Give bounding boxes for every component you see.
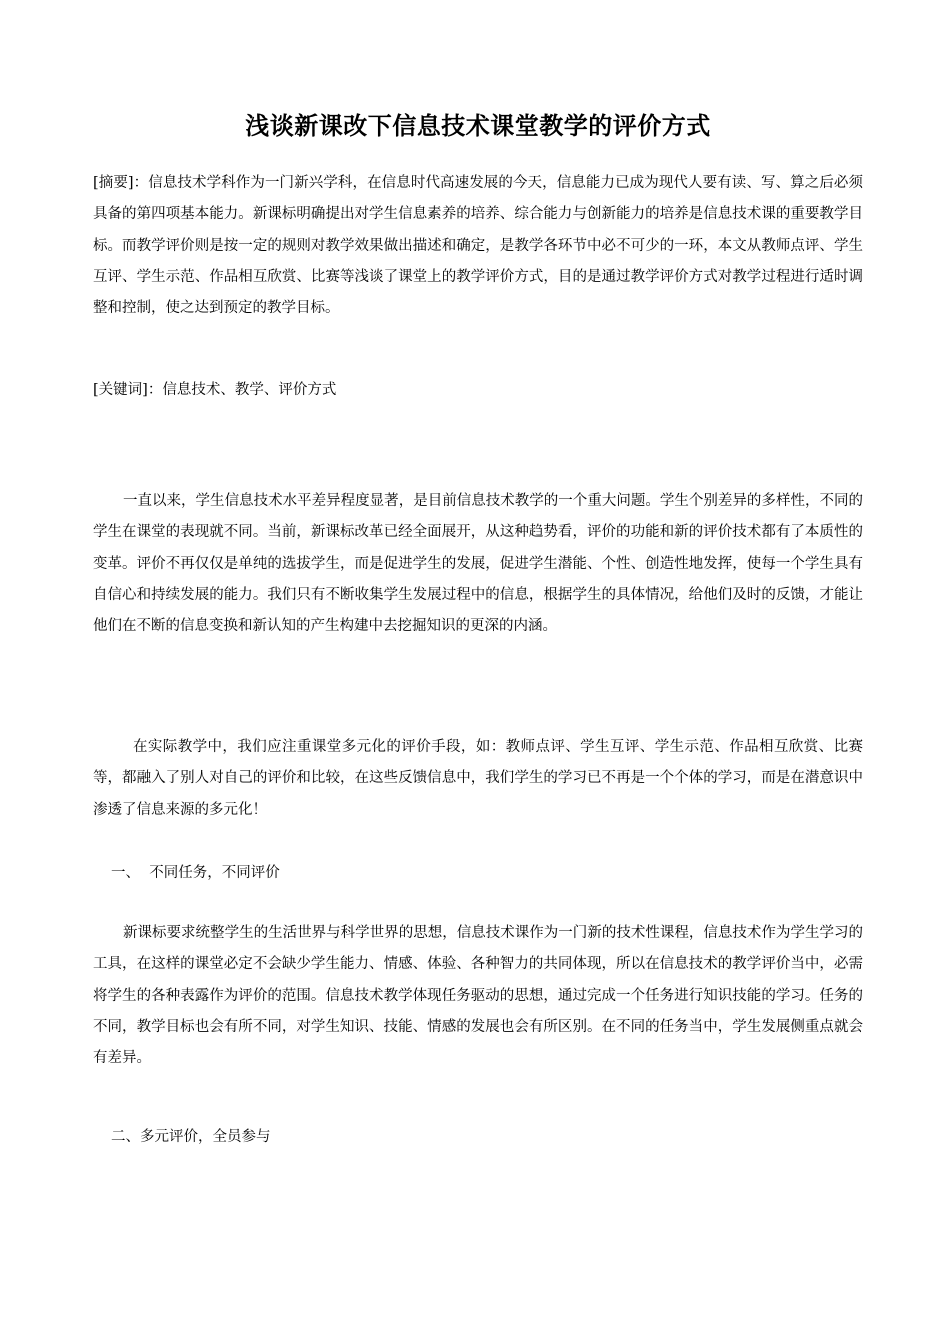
body-paragraph-3: 新课标要求统整学生的生活世界与科学世界的思想，信息技术课作为一门新的技术性课程，信息技术作为学生学习的工具，在这样的课堂必定不会缺少学生能力、情感、体验、各种智力的共同体现，所以在信息技术的教学评价当中，必需将学生的各种表露作为评价的范围。信息技术教学体现任务驱动的思想，通过完成一个任务进行知识技能的学习。任务的不同，教学目标也会有所不同，对学生知识、技能、情感的发展也会有所区别。在不同的任务当中，学生发展侧重点就会有差异。 <box>93 925 863 1067</box>
document-title: 浅谈新课改下信息技术课堂教学的评价方式 <box>245 111 711 140</box>
abstract-paragraph <box>93 168 863 324</box>
body-paragraph-2: 在实际教学中，我们应注重课堂多元化的评价手段，如：教师点评、学生互评、学生示范、作品相互欣赏、比赛等，都融入了别人对自己的评价和比较，在这些反馈信息中，我们学生的学习已不再是一个个体的学习，而是在潜意识中渗透了信息来源的多元化！ <box>93 739 863 818</box>
section-heading-2: 二、多元评价，全员参与 <box>111 1129 271 1145</box>
document-page <box>93 0 863 1344</box>
keywords-label: [关键词]： <box>93 382 163 398</box>
abstract-text: 信息技术学科作为一门新兴学科，在信息时代高速发展的今天，信息能力已成为现代人要有读、写、算之后必须具备的第四项基本能力。新课标明确提出对学生信息素养的培养、综合能力与创新能力的培养是信息技术课的重要教学目标。而教学评价则是按一定的规则对教学效果做出描述和确定，是教学各环节中必不可少的一环，本文从教师点评、学生互评、学生示范、作品相互欣赏、比赛等浅谈了课堂上的教学评价方式，目的是通过教学评价方式对教学过程进行适时调整和控制，使之达到预定的教学目标。 <box>93 175 863 317</box>
section-heading-1: 一、 不同任务，不同评价 <box>111 865 280 881</box>
abstract-label: [摘要]： <box>93 175 149 191</box>
keywords-text: 信息技术、教学、评价方式 <box>162 382 337 398</box>
body-paragraph-1: 一直以来，学生信息技术水平差异程度显著，是目前信息技术教学的一个重大问题。学生个别差异的多样性，不同的学生在课堂的表现就不同。当前，新课标改革已经全面展开，从这种趋势看，评价的功能和新的评价技术都有了本质性的变革。评价不再仅仅是单纯的选拔学生，而是促进学生的发展，促进学生潜能、个性、创造性地发挥，使每一个学生具有自信心和持续发展的能力。我们只有不断收集学生发展过程中的信息，根据学生的具体情况，给他们及时的反馈，才能让他们在不断的信息变换和新认知的产生构建中去挖掘知识的更深的内涵。 <box>93 493 863 635</box>
keywords-line <box>93 375 863 406</box>
